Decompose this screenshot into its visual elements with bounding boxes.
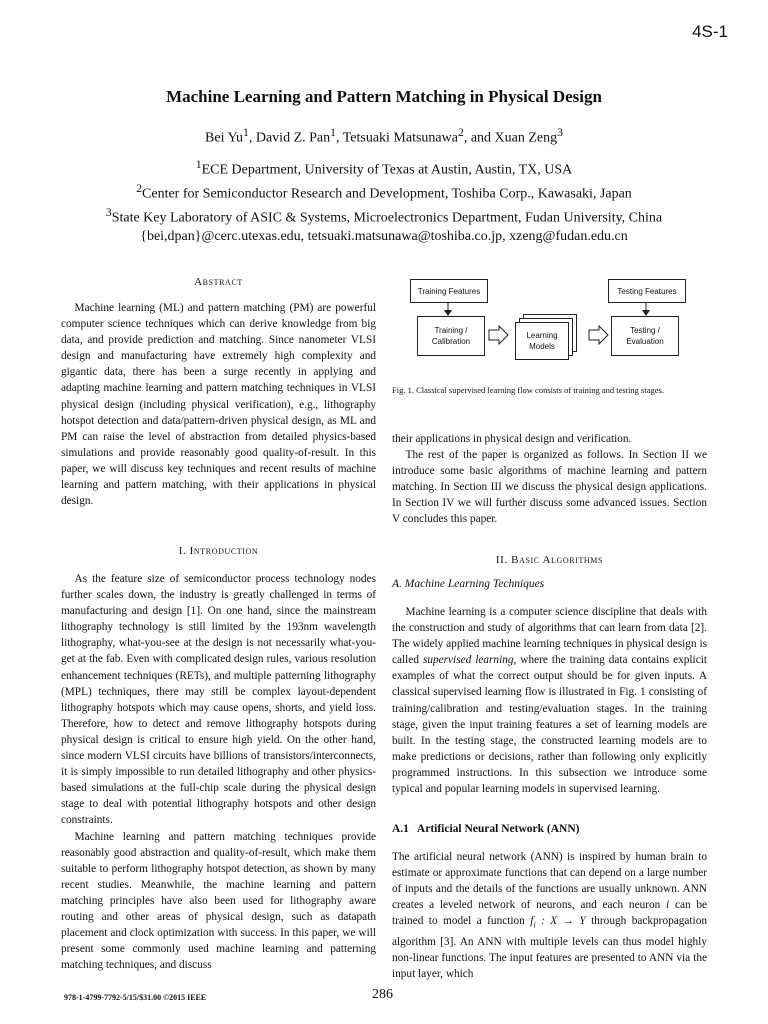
right-arrow-icon — [489, 326, 508, 344]
affiliation-2: $^2$Center for Semiconductor Research and Development, Toshiba Corp., Kawasaki, Japan — [136, 181, 632, 202]
paper-title: Machine Learning and Pattern Matching in Physical Design — [166, 87, 602, 106]
author-sup: 1 — [243, 126, 249, 139]
author-sep: , — [335, 130, 343, 146]
author-list — [0, 126, 768, 147]
affiliation-1: $^1$ECE Department, University of Texas at Austin, Austin, TX, USA — [195, 158, 573, 178]
down-arrow-head — [642, 310, 650, 316]
author-sup: 3 — [557, 126, 563, 139]
ann-heading: A.1 Artificial Neural Network (ANN) — [392, 823, 580, 835]
subsection-a-heading: A. Machine Learning Techniques — [392, 578, 545, 590]
author-name: Tetsuaki Matsunawa — [342, 130, 458, 146]
abstract-body: Machine learning (ML) and pattern matching (PM) are powerful computer science techniques which can derive knowledge from big data, and provide prediction and matching. Since nanometer VLSI design and manufacturing have extremely high complexity and gigantic data, there has been a surge recently in applying and adapting machine learning and pattern matching techniques in VLSI physical design (including physical verification), e.g., lithography hotspot detection and data/pattern-driven physical design, as ML and PM can raise the level of abstraction from detailed physics-based simulations and provide reasonably good quality-of-result. In this paper, we will discuss key techniques and recent results of machine learning and pattern matching, with their applications in physical design. — [61, 302, 376, 508]
author-sep: , and — [463, 130, 495, 146]
ann-body — [392, 849, 707, 982]
author-sep: , — [248, 130, 256, 146]
learning-models-box: Learning Models — [515, 322, 569, 360]
ann-paragraph: The artificial neural network (ANN) is inspired by human brain to estimate or approximate functions that can depend on a large number of inputs and the details of the functions are usually unknown. ANN creates a leveled network of neurons, and each neuron i can be trained to model a function $f_i$ : X → Y through backpropagation algorithm [3]. An ANN with multiple levels can thus model highly non-linear functions. The input features are presented to ANN via the input layer, which — [392, 851, 708, 980]
training-calibration-box: Training / Calibration — [417, 316, 485, 356]
affiliations — [0, 156, 768, 246]
right-column-intro — [392, 431, 707, 528]
intro-paragraph: As the feature size of semiconductor process technology nodes further scales down, the industry is greatly challenged in terms of manufacturing and design [1]. On one hand, since the mainstream lithography technology is still limited by the 193nm wavelength lithography, what-you-see at the design is not necessarily what-you-get at the fab. Even with complicated design rules, various resolution enhancement techniques (RETs), and multiple patterning lithography (MPL) techniques, there may still be complex layout-dependent lithography hotspots which may cause opens, shorts, and yield loss. Therefore, how to detect and remove lithography hotspots during physical design is critical to ensure high yield. On the other hand, since modern VLSI circuits have billions of transistors/interconnects, it is simply impossible to run detailed lithography and other physics-based simulations at the full-chip scale during the physical design stage to deal with potential lithography hotspots and other design constraints. — [61, 573, 376, 827]
training-features-box: Training Features — [410, 279, 488, 303]
intro-body — [61, 571, 376, 973]
ml-paragraph: Machine learning is a computer science discipline that deals with the construction and study of algorithms that can learn from data [2]. The widely applied machine learning techniques in physical design is called supervised learning, where the training data contains explicit examples of what the correct output should be for given inputs. A classical supervised learning flow is illustrated in Fig. 1 consisting of training/calibration and testing/evaluation stages. In the training stage, given the input training features a set of learning models are built. In the testing stage, the constructed learning models are to make predictions or decisions, rather than following only explicitly programmed instructions. In this subsection we introduce some typical and popular learning models in supervised learning. — [392, 606, 707, 796]
flow-arrows — [396, 274, 714, 374]
ml-body — [392, 604, 707, 797]
testing-evaluation-box: Testing / Evaluation — [611, 316, 679, 356]
figure-caption: Fig. 1. Classical supervised learning flow consists of training and testing stages. — [392, 385, 664, 395]
testing-features-box: Testing Features — [608, 279, 686, 303]
footer-isbn: 978-1-4799-7792-5/15/$31.00 ©2015 IEEE — [64, 993, 207, 1002]
down-arrow-head — [444, 310, 452, 316]
author-sup: 1 — [330, 126, 336, 139]
intro-paragraph: Machine learning and pattern matching techniques provide reasonably good abstraction and quality-of-result, which make them suitable to perform lithography hotspot detection, as shown by many recent studies. Meanwhile, the machine learning and pattern matching principles have also been used for lithography aware routing and other areas of physical design, such as datapath placement and clock optimization with success. In this paper, we will present some commonly used machine learning and patterning matching techniques, and discuss — [61, 830, 376, 972]
continued-paragraph: their applications in physical design and verification. — [392, 433, 632, 445]
section-2-heading: II. Basic Algorithms — [495, 554, 604, 566]
figure-1 — [396, 274, 714, 374]
author-name: David Z. Pan — [255, 130, 331, 146]
email-list: {bei,dpan}@cerc.utexas.edu, tetsuaki.matsunawa@toshiba.co.jp, xzeng@fudan.edu.cn — [140, 228, 628, 244]
intro-heading: I. Introduction — [178, 545, 259, 557]
author-sup: 2 — [457, 126, 464, 139]
right-arrow-icon — [589, 326, 608, 344]
abstract-heading: Abstract — [194, 276, 243, 288]
author-name: Xuan Zeng — [494, 130, 558, 146]
page-number: 286 — [372, 987, 393, 1002]
author-name: Bei Yu — [205, 130, 244, 146]
affiliation-3: $^3$State Key Laboratory of ASIC & Systems, Microelectronics Department, Fudan University, China — [105, 205, 663, 226]
organization-paragraph: The rest of the paper is organized as follows. In Section II we introduce some basic algorithms of machine learning and pattern matching. In Section III we discuss the physical design applications. In Section IV we will further discuss some advanced issues. Section V concludes this paper. — [392, 449, 707, 526]
session-label: 4S-1 — [692, 22, 728, 41]
